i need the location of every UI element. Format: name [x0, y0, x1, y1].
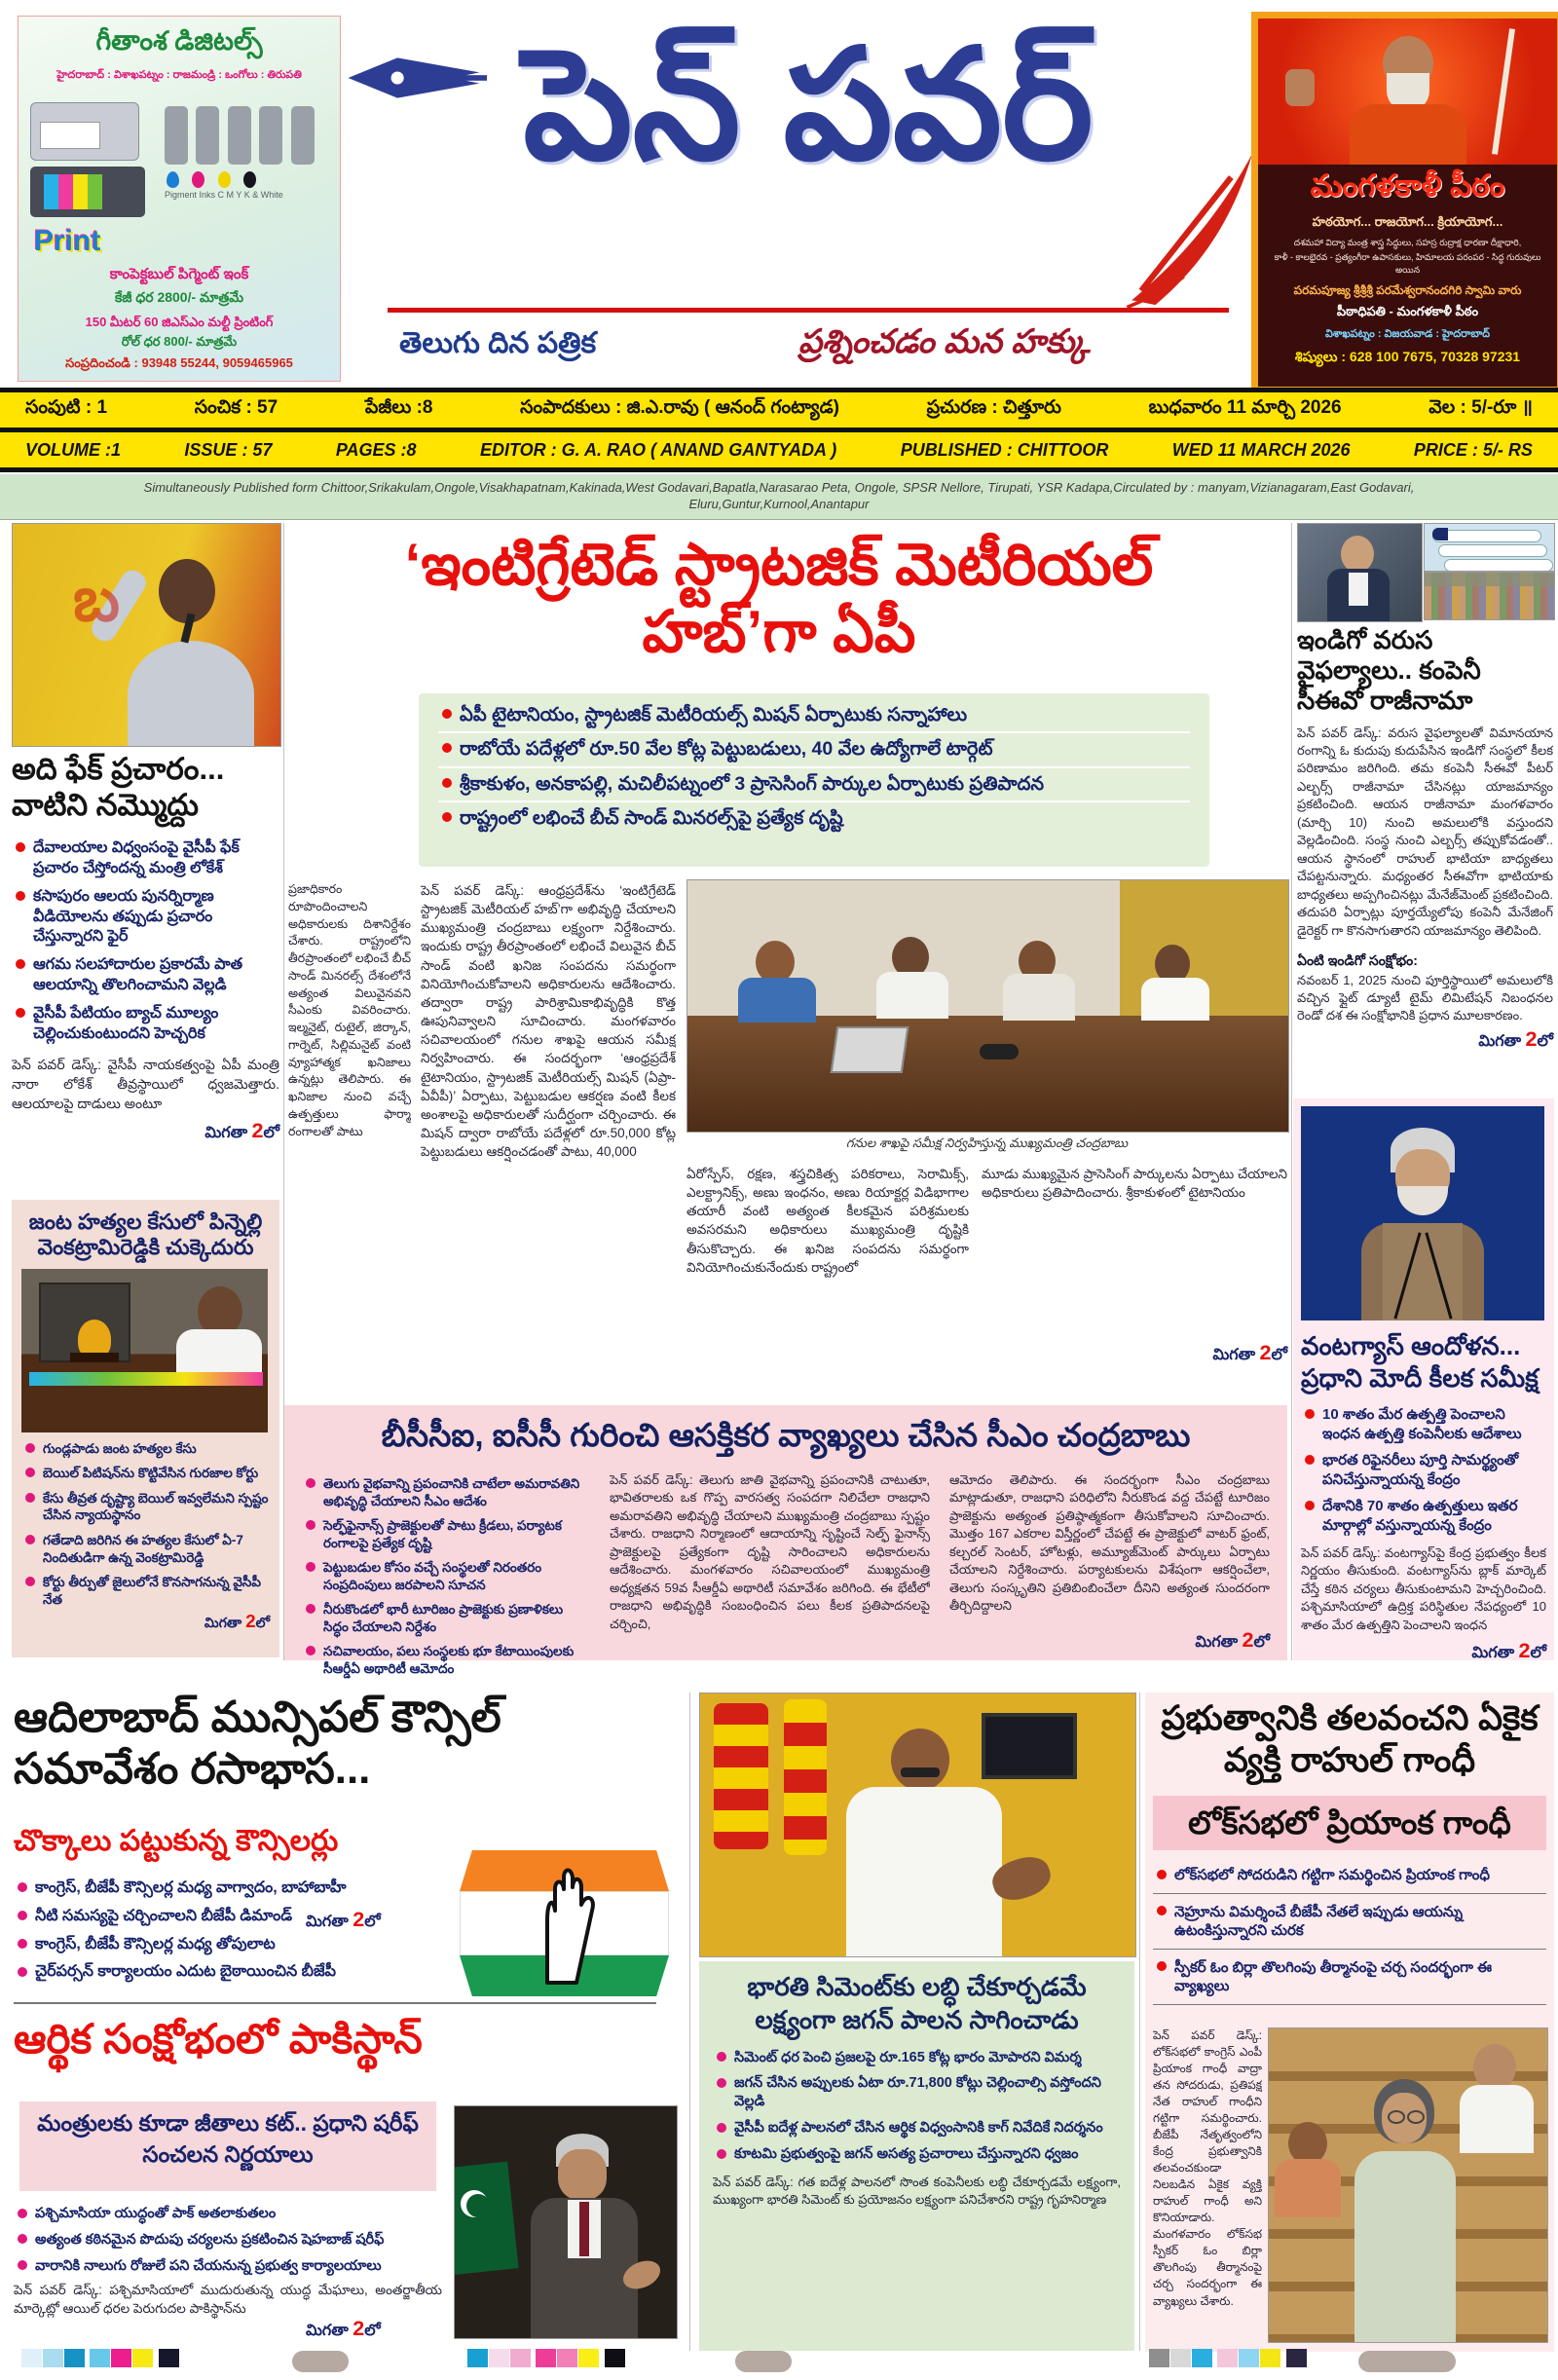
published-en: PUBLISHED : CHITTOOR [900, 439, 1109, 460]
right-ad-line5: పీఠాధిపతి - మంగళకాళీ పీఠం [1336, 304, 1479, 318]
main-body-col3-wrap [982, 1165, 1287, 1389]
bullet: వైసీపీ ఐదేళ్ల పాలనలో చేసిన ఆర్థిక విధ్వంసానికి కాగ్ నివేదికే నిదర్శనం [713, 2115, 1121, 2141]
publication-bar-telugu [0, 392, 1558, 428]
main-headline: ‘ఇంటిగ్రేటెడ్ స్ట్రాటజిక్ మెటీరియల్ హబ్’గా ఏపీ [404, 532, 1154, 664]
adilabad-headline: ఆదిలాబాద్ మున్సిపల్ కౌన్సిల్ సమావేశం రసాభాస... [14, 1693, 501, 1793]
adilabad-article [14, 1692, 678, 2004]
right-ad-line2: దశమహా విద్యా మంత్ర శాస్త్ర సిద్ధులు, సహస్ర రుద్రాక్ష ధారణా దీక్షాధారి, [1293, 238, 1522, 247]
right-ad-line3: కాళీ - కాలభైరవ - ప్రత్యంగీరా ఉపాసకులు, హిమాలయ పరంపర - సిద్ధ గురువులు అయిన [1274, 252, 1541, 275]
junta-photo [21, 1269, 268, 1432]
color-bar-middle [467, 2349, 626, 2367]
tagline-right: ప్రశ్నించడం మన హక్కు [798, 323, 1091, 360]
indigo-planes-photo [1424, 523, 1555, 572]
bullet: వారానికి నాలుగు రోజులే పని చేయనున్న ప్రభుత్వ కార్యాలయాలు [14, 2253, 442, 2280]
circulation-note: Simultaneously Published form Chittoor,Srikakulam,Ongole,Visakhapatnam,Kakinada,West Godavari,Bapatla,Narasarao Peta, Ongole, SPSR Nellore, Tirupati, YSR Kadapa,Circulated by : manyam,Vizianagaram,East Godavari, Eluru,Guntur,Kurnool,Anantapur [143, 480, 1415, 511]
main-bullets-box [419, 693, 1209, 867]
bullet: సచివాలయం, పలు సంస్థలకు భూ కేటాయింపులకు సీఆర్డీఏ అథారిటీ ఆమోదం [302, 1639, 590, 1681]
junta-more: మిగతా 2లో [204, 1612, 270, 1633]
cm-review-meeting-photo [686, 879, 1289, 1133]
bcci-bullets [302, 1471, 590, 1681]
right-ad-line4: పరమపూజ్య శ్రీశ్రీశ్రీ పరమేశ్వరానందగిరి స్వామి వారు [1293, 283, 1522, 297]
logo-zone [341, 8, 1246, 388]
indigo-article [1297, 625, 1553, 1051]
pakistan-article [14, 2016, 678, 2340]
modi-body: పెన్ పవర్ డెస్క్: వంటగ్యాస్‌పై కేంద్ర ప్రభుత్వం కీలక నిర్ణయం తీసుకుంది. వంటగ్యాస్‌ను బ్లాక్ మార్కెట్ చేస్తే కఠిన చర్యలు తీసుకుంటామని హెచ్చరించింది. పశ్చిమాసియాలో ఉద్రిక్త పరిస్థితుల నేపధ్యంలో 10 శాతం మేర ఉత్పత్తిని పెంచాలని ఇంధన [1301, 1545, 1546, 1632]
left-ad-print-label: Print [34, 225, 101, 257]
sharif-photo [454, 2105, 678, 2339]
color-bar-left [21, 2349, 180, 2367]
grey-pill-1 [292, 2351, 349, 2372]
bullet: కాంగ్రెస్, బీజేపీ కౌన్సిలర్ల మధ్య వాగ్వాదం, బాహాబాహీ [14, 1875, 432, 1903]
pakistan-bullets [14, 2201, 442, 2280]
indigo-headline: ఇండిగో వరుస వైఫల్యాలు.. కంపెనీ సీఈవో రాజీనామా [1297, 625, 1481, 716]
lokesh-photo: బ [12, 523, 281, 747]
bullet: పెట్టుబడుల కోసం వచ్చే సంస్థలతో నిరంతరం సంప్రదింపులు జరపాలని సూచన [302, 1555, 590, 1597]
published-te: ప్రచురణ : చిత్తూరు [926, 397, 1061, 418]
rahul-article [1145, 1692, 1554, 2352]
bcci-body-col2: ఆమోదం తెలిపారు. ఈ సందర్భంగా సీఎం చంద్రబాబు మాట్లాడుతూ, రాజధాని పరిధిలోని నీరుకొండ వద్ద చేపట్టే టూరిజం ప్రాజెక్టును అత్యంత ప్రతిష్ఠాత్మకంగా తీసుకోవాలని సూచించారు. మొత్తం 167 ఎకరాల విస్తీర్ణంలో చేపట్టే ఈ ప్రాజెక్టులో వాటర్ ఫ్రంట్, కల్చరల్ సెంటర్, హోటళ్లు, అమ్యూజ్‌మెంట్ పార్కులు ఏర్పాటు చేయాలని నిర్దేశించారు. పర్యాటకులను విశేషంగా ఆకర్షించేలా, తెలుగు సంస్కృతిని ప్రతిబింబించేలా దీనిని అత్యంత సుందరంగా తీర్చిదిద్దాలని [949, 1472, 1270, 1614]
indigo-body1: పెన్ పవర్ డెస్క్: వరుస వైఫల్యాలతో విమానయాన రంగాన్ని ఓ కుదుపు కుదుపేసిన ఇండిగో సంస్థలో కీలక పరిణామం జరిగింది. తమ కంపెనీ సీఈవో పీటర్ ఎల్బర్స్ రాజీనామా చేసినట్లు యాజమాన్యం ప్రకటించింది. ఆయన రాజీనామా మంగళవారం (మార్చి 10) నుంచి అమలులోకి వస్తుందని వెల్లడించింది. సంస్థ నుంచి ఎల్బర్స్ తప్పుకోవడంతో.. ఆయన స్థానంలో రాహుల్ భాటియా బాధ్యతలు చేపట్టనున్నారు. మధ్యంతర సీఈవోగా భాటియాకు బాధ్యతలు అప్పగించినట్లు మేనేజ్‌మెంట్ ప్రకటించింది. తదుపరి ఏర్పాట్లు పూర్తయ్యేలోపు కంపెనీ మేనేజింగ్ డైరెక్టర్ గా కొనసాగుతారని యాజమాన్యం తెలిపింది. [1297, 725, 1553, 938]
bullet: రాష్ట్రంలో లభించే బీచ్ సాండ్ మినరల్స్‌పై ప్రత్యేక దృష్టి [438, 802, 1190, 835]
indigo-ceo-photo [1297, 523, 1423, 622]
bullet: వైసీపీ పేటియం బ్యాచ్ మూల్యం చెల్లించుకుంటుందని హెచ్చరిక [12, 1000, 279, 1049]
bcci-headline: బీసీసీఐ, ఐసీసీ గురించి ఆసక్తికర వ్యాఖ్యలు చేసిన సీఎం చంద్రబాబు [381, 1417, 1191, 1453]
volume-te: సంపుటి : 1 [25, 397, 108, 418]
bullet: సిమెంట్ ధర పెంచి ప్రజలపై రూ.165 కోట్ల భారం మోపారని విమర్శ [713, 2045, 1121, 2071]
modi-article [1293, 1098, 1554, 1660]
right-ad-phone: శిష్యులు : 628 100 7675, 70328 97231 [1294, 349, 1521, 364]
bullet: కూటమి ప్రభుత్వంపై జగన్ అసత్య ప్రచారాలు చేస్తున్నారని ధ్వజం [713, 2141, 1121, 2168]
modi-headline: వంటగ్యాస్ ఆందోళన... ప్రధాని మోదీ కీలక సమీక్ష [1301, 1331, 1539, 1393]
congress-symbol [460, 1850, 669, 1996]
adilabad-subhead: చొక్కాలు పట్టుకున్న కౌన్సిలర్లు [14, 1825, 339, 1857]
lokesh-bullets [12, 835, 279, 1048]
issue-en: ISSUE : 57 [184, 439, 273, 460]
right-ad-line6: విశాఖపట్నం : విజయవాడ : హైదరాబాద్ [1324, 328, 1491, 340]
circulation-strip [0, 474, 1558, 520]
bullet: కాంగ్రెస్, బీజేపీ కౌన్సిలర్ల మధ్య తోపులాట [14, 1931, 432, 1959]
main-body-col2: ఏరోస్పేస్, రక్షణ, శస్త్రచికిత్స పరికరాలు, సెరామిక్స్, ఎలక్ట్రానిక్స్, అణు ఇంధనం, అణు రియాక్టర్ల విడిభాగాల తయారీ వంటి అత్యంత కీలకమైన పరిశ్రమలకు అవసరమని అధికారులు ముఖ్యమంత్రి దృష్టికి తీసుకొచ్చారు. ఈ ఖనిజ సంపదను సమర్థంగా వినియోగించుకునేందుకు రాష్ట్రంలో [686, 1167, 969, 1275]
paper-title: పెన్ పవర్ [523, 25, 1094, 187]
ink-bottles-graphic [165, 106, 325, 179]
junta-bullets [21, 1436, 270, 1612]
date-en: WED 11 MARCH 2026 [1171, 439, 1351, 460]
pakistan-more: మిగతా 2లో [306, 2316, 381, 2340]
bullet: కేసు తీవ్రత దృష్ట్యా బెయిల్ ఇవ్వలేమని స్పష్టం చేసిన న్యాయస్థానం [21, 1486, 270, 1528]
cement-bullets [713, 2045, 1121, 2168]
tagline-left: తెలుగు దిన పత్రిక [399, 327, 597, 359]
bullet: 10 శాతం మేర ఉత్పత్తి పెంచాలని ఇంధన ఉత్పత్తి కంపెనీలకు ఆదేశాలు [1301, 1401, 1546, 1447]
right-ad-line1: హఠయోగ... రాజయోగ... క్రియాయోగ... [1312, 214, 1503, 229]
left-ad-product1: కాంపెక్టబుల్ పిగ్మెంట్ ఇంక్ [109, 266, 249, 282]
price-en: PRICE : 5/- RS [1413, 439, 1533, 460]
bullet: కోర్టు తీర్పుతో జైలులోనే కొనసాగనున్న వైసీపీ నేత [21, 1570, 270, 1612]
airport-crowd-photo [1424, 572, 1555, 620]
adilabad-more: మిగతా 2లో [306, 1907, 381, 1931]
left-ad-price1: కేజీ ధర 2800/- మాత్రమే [114, 289, 244, 305]
cement-headline: భారతి సిమెంట్‌కు లబ్ధి చేకూర్చడమే లక్ష్యంగా జగన్ పాలన సాగించాడు [747, 1972, 1087, 2034]
tdp-leader-photo [699, 1692, 1136, 1957]
logo-underline [388, 308, 1229, 313]
bullet: ఏపీ టైటానియం, స్ట్రాటజిక్ మెటీరియల్స్ మిషన్ ఏర్పాటుకు సన్నాహాలు [438, 699, 1190, 733]
main-photo-caption: గనుల శాఖపై సమీక్ష నిర్వహిస్తున్న ముఖ్యమంత్రి చంద్రబాబు [845, 1135, 1129, 1150]
guru-photo [1258, 19, 1557, 165]
right-ad-title: మంగళకాళీ పీఠం [1310, 168, 1505, 203]
bullet: గతేడాది జరిగిన ఈ హత్యల కేసులో ఏ-7 నిందితుడిగా ఉన్న వెంకట్రామిరెడ్డి [21, 1528, 270, 1570]
bullet: నెహ్రూను విమర్శించే బీజేపీ నేతలే ఇప్పుడు ఆయన్ను ఉటంకిస్తున్నారని చురక [1153, 1899, 1546, 1950]
lokesh-article [12, 752, 279, 1166]
left-ad [18, 16, 341, 382]
volume-en: VOLUME :1 [25, 439, 122, 460]
modi-photo [1301, 1106, 1544, 1320]
color-bar-right [1149, 2349, 1308, 2367]
junta-article [12, 1200, 279, 1657]
bullet: రాబోయే పదేళ్లలో రూ.50 వేల కోట్ల పెట్టుబడులు, 40 వేల ఉద్యోగాలే టార్గెట్ [438, 733, 1190, 767]
main-body-col1: పెన్ పవర్ డెస్క్: ఆంధ్రప్రదేశ్‌ను ‘ఇంటిగ్రేటెడ్ స్ట్రాటజిక్ మెటీరియల్ హబ్’గా అభివృద్ధి చేయాలని ముఖ్యమంత్రి చంద్రబాబు లక్ష్యంగా నిర్దేశించారు. ఇందుకు రాష్ట్ర తీరప్రాంతంలో లభించే విలువైన బీచ్ సాండ్ వంటి ఖనిజ సంపదను సమర్థంగా వినియోగించుకోవాలని అధికారులను ఆదేశించారు. తద్వారా రాష్ట్ర పారిశ్రామికాభివృద్ధికి కొత్త ఊపునివ్వాలని సూచించారు. మంగళవారం సచివాలయంలో గనుల శాఖపై ఆయన సమీక్ష నిర్వహించారు. ఈ సందర్భంగా ‘ఆంధ్రప్రదేశ్ టైటానియం, స్ట్రాటజిక్ మెటీరియల్స్ మిషన్ (ఏప్రా-ఏవీపీ)’ ఏర్పాటు, పెట్టుబడుల ఆకర్షణ వంటి కీలక అంశాలపై అధికారులతో సుదీర్ఘంగా చర్చించారు. ఈ మిషన్ ద్వారా రాబోయే పదేళ్లలో రూ.50,000 కోట్ల పెట్టుబడులు ఆకర్షించడంతో పాటు, 40,000 [421, 883, 676, 1160]
indigo-more: మిగతా 2లో [1478, 1025, 1553, 1051]
pages-te: పేజీలు :8 [364, 397, 433, 418]
cement-article [699, 1961, 1134, 2351]
pakistan-body: పెన్ పవర్ డెస్క్: పశ్చిమాసియాలో ముదురుతున్న యుద్ధ మేఘాలు, అంతర్జాతీయ మార్కెట్లో ఆయిల్ ధరల పెరుగుదల పాకిస్థాన్‌ను [14, 2283, 442, 2317]
pakistan-box-title: మంత్రులకు కూడా జీతాలు కట్.. ప్రధాని షరీఫ్ సంచలన నిర్ణయాలు [19, 2101, 436, 2191]
editor-en: EDITOR : G. A. RAO ( ANAND GANTYADA ) [479, 439, 837, 460]
lokesh-body: పెన్ పవర్ డెస్క్: వైసీపీ నాయకత్వంపై ఏపీ మంత్రి నారా లోకేశ్ తీవ్రస్థాయిలో ధ్వజమెత్తారు. ఆలయాలపై దాడులు అంటూ [12, 1057, 279, 1112]
bullet: నీరుకొండలో భారీ టూరిజం ప్రాజెక్టుకు ప్రణాళికలు సిద్ధం చేయాలని నిర్దేశం [302, 1597, 590, 1639]
bullet: అత్యంత కఠినమైన పొదుపు చర్యలను ప్రకటించిన షెహబాజ్ షరీఫ్ [14, 2227, 442, 2253]
pages-en: PAGES :8 [335, 439, 417, 460]
bcci-more: మిగతా 2లో [1195, 1627, 1270, 1652]
bullet: చైర్‌పర్సన్ కార్యాలయం ఎదుట బైఠాయించిన బీజేపీ [14, 1958, 432, 1987]
date-te: బుధవారం 11 మార్చి 2026 [1148, 397, 1342, 418]
price-te: వెల : 5/-రూ ॥ [1428, 397, 1533, 418]
priyanka-photo [1268, 2027, 1548, 2343]
bullet: దేవాలయాల విధ్వంసంపై వైసీపీ ఫేక్ ప్రచారం చేస్తోందన్న మంత్రి లోకేశ్ [12, 835, 279, 883]
left-ad-title: గీతాంశ డిజిటల్స్ [95, 26, 263, 56]
rahul-body: పెన్ పవర్ డెస్క్: లోక్‌సభలో కాంగ్రెస్ ఎంపీ ప్రియాంక గాంధీ వాద్రా తన సోదరుడు, ప్రతిపక్ష నేత రాహుల్ గాంధీని గట్టిగా సమర్థించారు. బీజేపీ నేతృత్వంలోని కేంద్ర ప్రభుత్వానికి తలవంచకుండా నిలబడిన ఏకైక వ్యక్తి రాహుల్ గాంధీ అని కొనియాడారు. మంగళవారం లోక్‌సభ స్పీకర్ ఓం బిర్లా తొలగింపు తీర్మానంపై చర్చ సందర్భంగా ఈ వ్యాఖ్యలు చేశారు. [1153, 2028, 1262, 2308]
bullet: ఆగమ సలహాదారుల ప్రకారమే పాత ఆలయాన్ని తొలగించామని వెల్లడి [12, 951, 279, 1000]
publication-bar-english [0, 432, 1558, 467]
publication-bar [0, 388, 1558, 472]
bullet: శ్రీకాకుళం, అనకాపల్లి, మచిలీపట్నంలో 3 ప్రాసెసింగ్ పార్కుల ఏర్పాటుకు ప్రతిపాదన [438, 768, 1190, 802]
left-ad-price2: రోల్ ధర 800/- మాత్రమే [121, 334, 238, 349]
left-ad-product2: 150 మీటర్ 60 జిఎస్ఎం మల్టీ ప్రింటింగ్ [85, 315, 274, 329]
bullet: జగన్ చేసిన అప్పులకు ఏటా రూ.71,800 కోట్లు చెల్లించాల్సి వస్తోందని వెల్లడి [713, 2070, 1121, 2115]
indigo-subhead: ఏంటి ఇండిగో సంక్షోభం: [1297, 951, 1418, 968]
bullet: బెయిల్ పిటిషన్‌ను కొట్టివేసిన గురజాల కోర్టు [21, 1461, 270, 1486]
congress-hand-icon [516, 1858, 613, 1993]
bullet: దేశానికి 70 శాతం ఉత్పత్తులు ఇతర మార్గాల్లో వస్తున్నాయన్న కేంద్రం [1301, 1493, 1546, 1539]
main-body-col3: మూడు ముఖ్యమైన ప్రాసెసింగ్ పార్కులను ఏర్పాటు చేయాలని అధికారులు ప్రతిపాదించారు. శ్రీకాకుళంలో టైటానియం [982, 1167, 1287, 1201]
rahul-band: లోక్‌సభలో ప్రియాంక గాంధీ [1153, 1796, 1546, 1850]
cement-body: పెన్ పవర్ డెస్క్: గత ఐదేళ్ల పాలనలో సొంత కంపెనీలకు లబ్ధి చేకూర్చడమే లక్ష్యంగా, ముఖ్యంగా భారతి సిమెంట్ కు ప్రయోజనం లక్ష్యంగా పనిచేశారని రాష్ట్ర గృహనిర్మాణ [713, 2174, 1121, 2208]
left-ad-pigment-note: Pigment Inks C M Y K & White [165, 190, 283, 200]
indigo-body2: నవంబర్ 1, 2025 నుంచి పూర్తిస్థాయిలో అమలులోకి వచ్చిన ఫ్లైట్ డ్యూటీ టైమ్ లిమిటేషన్ నిబంధనల రెండో దశ ఈ సంక్షోభానికి ప్రధాన మూలకారణం. [1297, 972, 1553, 1023]
lokesh-headline: అది ఫేక్ ప్రచారం... వాటిని నమ్మొద్దు [12, 752, 225, 822]
red-quill-icon [1118, 144, 1264, 315]
modi-more: మిగతా 2లో [1471, 1638, 1546, 1662]
bcci-body-col1: పెన్ పవర్ డెస్క్: తెలుగు జాతి వైభవాన్ని ప్రపంచానికి చాటుతూ, భావితరాలకు ఒక గొప్ప వారసత్వ సంపదగా నిలిచేలా రాజధాని అమరావతిని అభివృద్ధి చేయాలని ముఖ్యమంత్రి చంద్రబాబు స్పష్టం చేశారు. రాజధాని నిర్మాణంలో ఆదాయాన్ని సృష్టించే సెల్ఫ్ ఫైనాన్స్ ప్రాజెక్టులపై ప్రత్యేకంగా దృష్టి సారించాలని అధికారులను ఆదేశించారు. మంగళవారం సచివాలయంలో ముఖ్యమంత్రి అధ్యక్షతన 59వ సీఆర్డీఏ అథారిటీ సమావేశం జరిగింది. ఈ భేటీలో రాజధాని అభివృద్ధికి సంబంధించిన పలు కీలక ప్రతిపాదనలపై చర్చించి, [610, 1472, 930, 1631]
grey-pill-2 [735, 2351, 792, 2372]
issue-te: సంచిక : 57 [194, 397, 278, 418]
grey-pill-3 [1358, 2351, 1456, 2372]
bullet: తెలుగు వైభవాన్ని ప్రపంచానికి చాటేలా అమరావతిని అభివృద్ధి చేయాలని సీఎం ఆదేశం [302, 1471, 590, 1513]
left-ad-contact: సంప్రదించండి : 93948 55244, 9059465965 [65, 355, 293, 370]
modi-bullets [1301, 1401, 1546, 1539]
bcci-article [284, 1405, 1287, 1676]
editor-te: సంపాదకులు : జి.ఎ.రావు ( ఆనంద్ గంట్యాడ) [520, 397, 839, 418]
bullet: భారత రిఫైనరీలు పూర్తి సామర్థ్యంతో పనిచేస్తున్నాయన్న కేంద్రం [1301, 1447, 1546, 1493]
right-ad [1251, 12, 1558, 393]
pakistan-headline: ఆర్థిక సంక్షోభంలో పాకిస్థాన్ [14, 2016, 423, 2062]
main-more: మిగతా 2లో [1212, 1340, 1287, 1364]
bullet: సెల్ఫ్‌ఫైనాన్స్ ప్రాజెక్టులతో పాటు క్రీడలు, పర్యాటక రంగాలపై ప్రత్యేక దృష్టి [302, 1513, 590, 1555]
bullet: స్పీకర్ ఓం బిర్లా తొలగింపు తీర్మానంపై చర్చ సందర్భంగా ఈ వ్యాఖ్యలు [1153, 1954, 1546, 2005]
junta-headline: జంట హత్యల కేసులో పిన్నెల్లి వెంకట్రామిరెడ్డికి చుక్కెదురు [28, 1209, 263, 1260]
bullet: లోక్‌సభలో సోదరుడిని గట్టిగా సమర్థించిన ప్రియాంక గాంధీ [1153, 1862, 1546, 1894]
printer-graphic [30, 102, 147, 219]
bullet: కసాపురం ఆలయ పునర్నిర్మాణ వీడియోలను తప్పుడు ప్రచారం చేస్తున్నారని ఫైర్ [12, 883, 279, 951]
bullet: గుండ్లపాడు జంట హత్యల కేసు [21, 1436, 270, 1462]
main-body-col0: ప్రజాధికారం రూపొందించాలని అధికారులకు దిశానిర్దేశం చేశారు. రాష్ట్రంలోని తీరప్రాంతంలో లభించే బీచ్ సాండ్ మినరల్స్ దేశంలోనే అత్యంత విలువైనవని సీఎంకు వివరించారు. ఇల్మనైట్, రుటైల్, జిర్కాన్, గార్నెట్, సిల్లిమనైట్ వంటి వ్యూహాత్మక ఖనిజాలు ఉన్నట్లు తెలిపారు. ఈ ఖనిజాల నుంచి వచ్చే ఉత్పత్తులు ఫార్మా రంగాలతో పాటు [288, 882, 411, 1138]
rahul-bullets [1153, 1862, 1546, 2005]
lokesh-more: మిగతా 2లో [204, 1118, 279, 1143]
bullet: నీటి సమస్యపై చర్చించాలని బీజేపీ డిమాండ్ [14, 1903, 432, 1931]
left-ad-cities: హైదరాబాద్ : విశాఖపట్నం : రాజమండ్రి : ఒంగోలు : తిరుపతి [56, 69, 302, 81]
rahul-headline: ప్రభుత్వానికి తలవంచని ఏకైక వ్యక్తి రాహుల్ గాంధీ [1161, 1699, 1539, 1779]
bullet: పశ్చిమాసియా యుద్ధంతో పాక్ అతలాకుతలం [14, 2201, 442, 2227]
